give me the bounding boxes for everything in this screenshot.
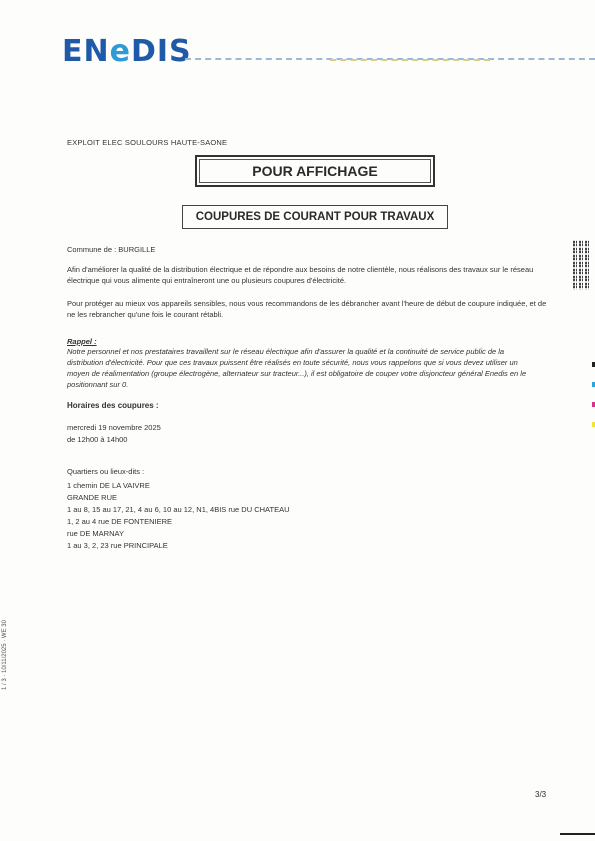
horaires-title: Horaires des coupures : (67, 401, 159, 410)
address-item: rue DE MARNAY (67, 529, 124, 538)
rappel-title: Rappel : (67, 337, 97, 346)
address-item: 1, 2 au 4 rue DE FONTENIERE (67, 517, 173, 526)
header-divider-accent (330, 59, 490, 61)
cut-time: de 12h00 à 14h00 (67, 435, 128, 444)
exploit-label: EXPLOIT ELEC SOULOURS HAUTE-SAONE (67, 138, 228, 147)
address-item: 1 au 3, 2, 23 rue PRINCIPALE (67, 541, 168, 550)
datamatrix-code (573, 240, 591, 290)
affichage-box: POUR AFFICHAGE (195, 155, 435, 187)
enedis-logo: ENeDIS (62, 34, 192, 69)
coupures-box: COUPURES DE COURANT POUR TRAVAUX (182, 205, 448, 229)
commune-label: Commune de : BURGILLE (67, 245, 156, 254)
address-list (67, 480, 290, 552)
quartiers-title: Quartiers ou lieux-dits : (67, 467, 145, 476)
cut-date: mercredi 19 novembre 2025 (67, 423, 161, 432)
side-reference: 1 / 3 · 10/11/2025 · WE 30 (2, 620, 8, 690)
protection-paragraph: Pour protéger au mieux vos appareils sensibles, nous vous recommandons de les débrancher avant l'heure de début de coupure indiquée, et de ne les rebrancher qu'une fois le courant rétabli. (67, 299, 547, 319)
page-number: 3/3 (535, 790, 547, 799)
footer-rule (560, 833, 595, 835)
address-item: 1 au 8, 15 au 17, 21, 4 au 6, 10 au 12, N1, 4BIS rue DU CHATEAU (67, 505, 290, 514)
rappel-body: Notre personnel et nos prestataires travaillent sur le réseau électrique afin d'assurer la qualité et la continuité de service public de la distribution d'électricité. Pour que ces travaux puissent être réalisés en toute sécurité, nous vous rappelons que si vous devez utiliser un moyen de réalimentation (groupe électrogène, alternateur sur tracteur...), il est obligatoire de couper votre disjoncteur général Enedis en le positionnant sur 0. (67, 347, 527, 389)
address-item: 1 chemin DE LA VAIVRE (67, 481, 150, 490)
address-item: GRANDE RUE (67, 493, 118, 502)
intro-paragraph: Afin d'améliorer la qualité de la distribution électrique et de répondre aux besoins de notre clientèle, nous réalisons des travaux sur le réseau électrique qui vous alimente qui entraîneront une ou plusieurs coupures d'électricité. (67, 265, 534, 285)
